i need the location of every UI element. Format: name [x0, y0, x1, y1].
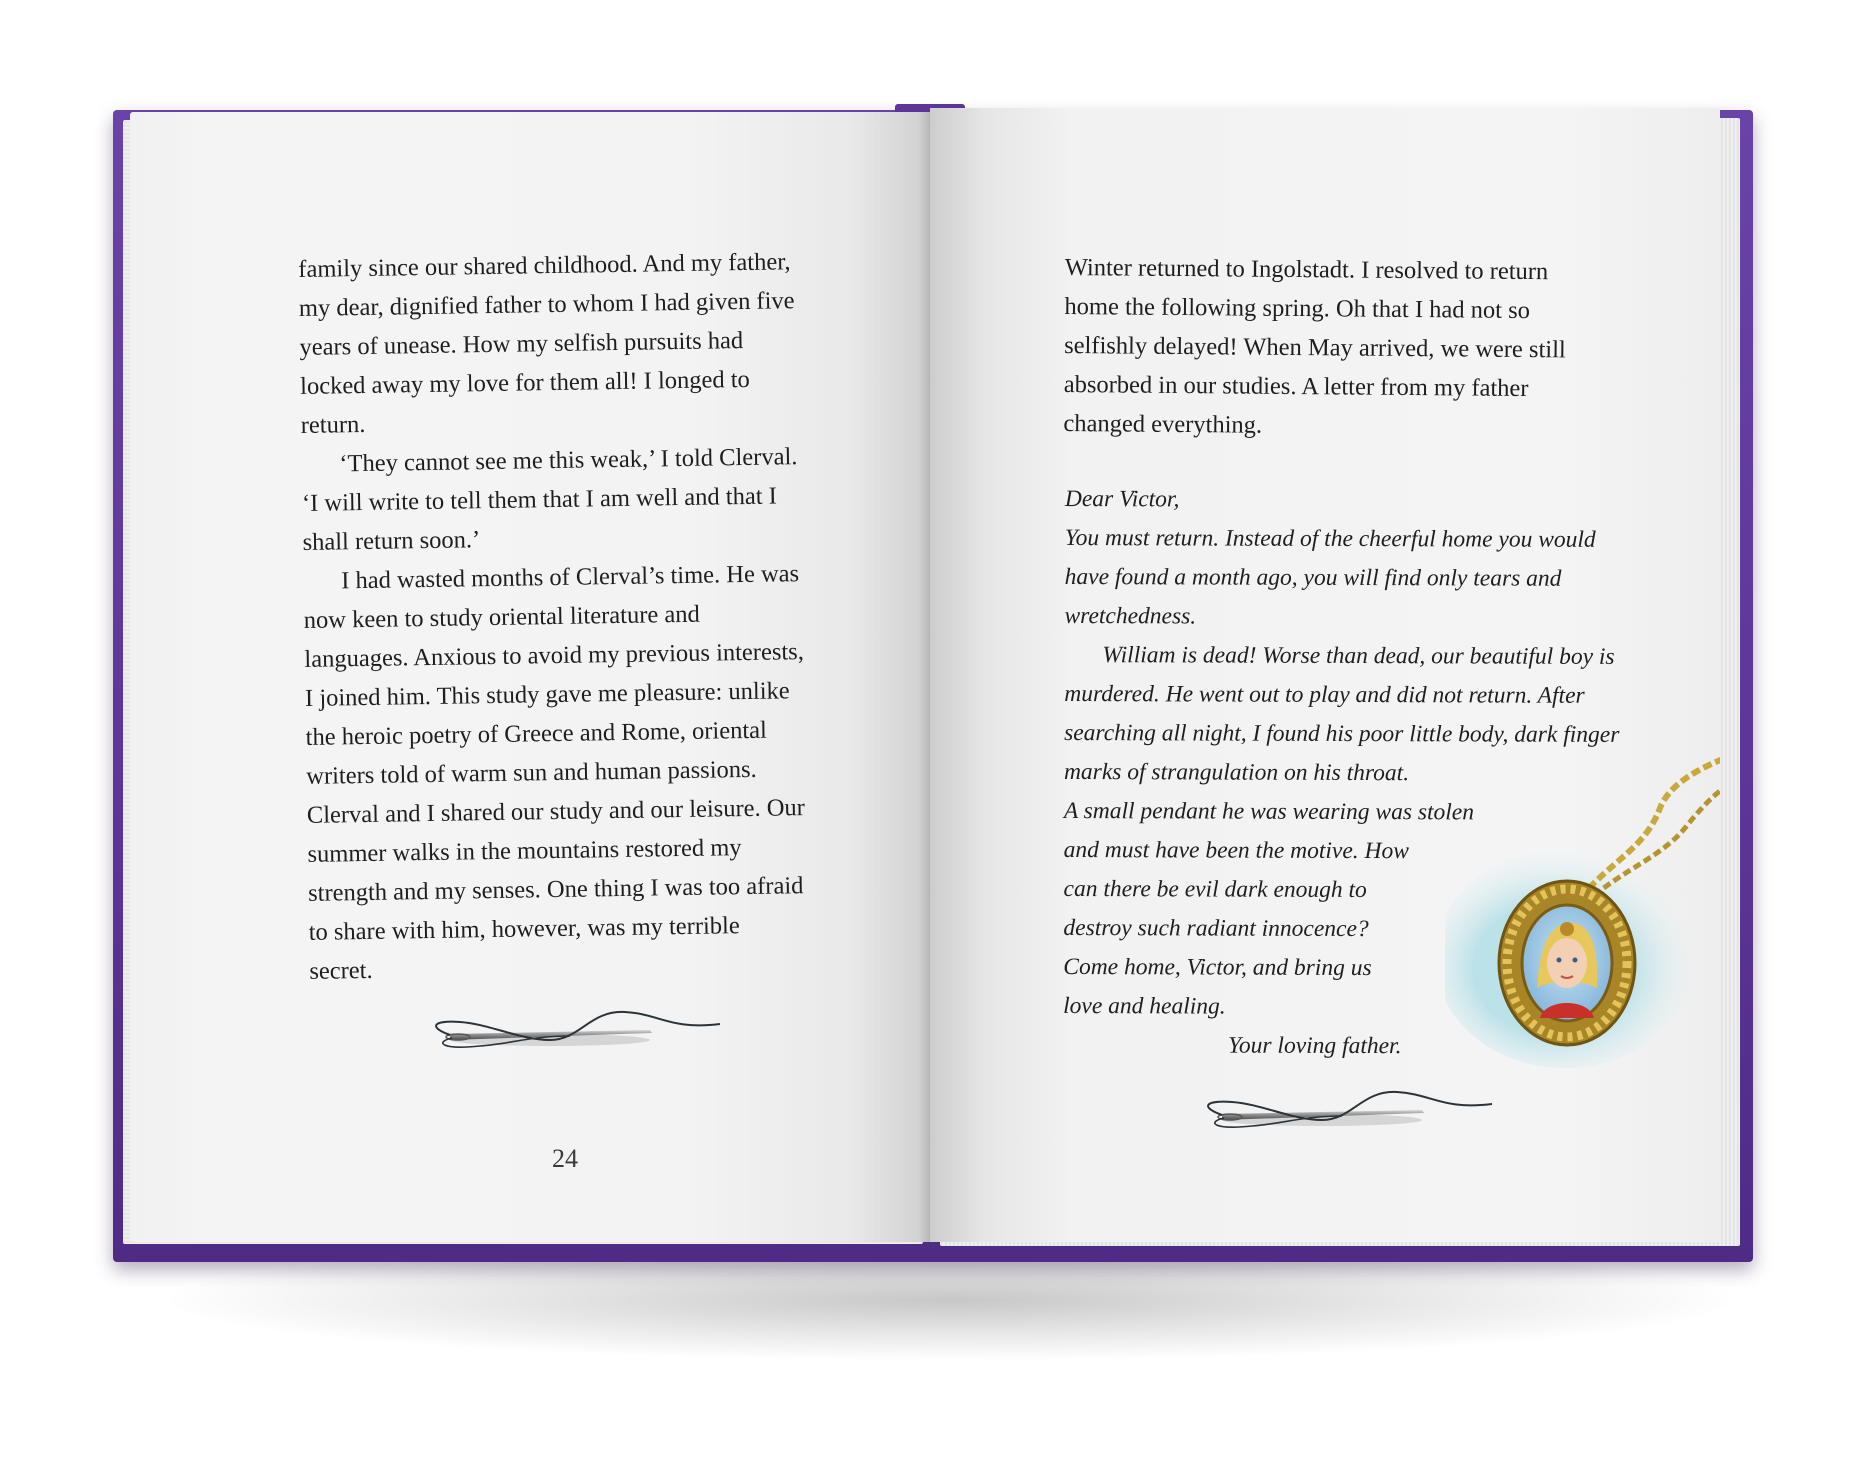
left-paragraph-2: ‘They cannot see me this weak,’ I told Clerval. ‘I will write to tell them that I am well and that I shall return soon.’ [301, 443, 798, 556]
needle-and-thread-icon [1192, 1080, 1492, 1140]
right-paragraph: Winter returned to Ingolstadt. I resolved to return home the following spring. Oh that I had not so selfishly delayed! When May arrived, we were still absorbed in our studies. A letter from my father changed everything. [1063, 253, 1566, 439]
right-page [930, 108, 1720, 1242]
left-paragraph-1: family since our shared childhood. And my father, my dear, dignified father to whom I had given five years of unease. How my selfish pursuits had locked away my love for them all! I longed to return. [298, 248, 795, 439]
page-number: 24 [552, 1144, 578, 1173]
left-page [130, 112, 930, 1242]
left-paragraph-3: I had wasted months of Clerval’s time. He was now keen to study oriental literature and languages. Anxious to avoid my previous interests, I joined him. This study gave me pleasure: unlike the heroic poetry of Greece and Rome, oriental writers told of warm sun and human passions. Clerval and I shared our study and our leisure. Our summer walks in the mountains restored my strength and my senses. One thing I was too afraid to share with him, however, was my terrible secret. [303, 560, 806, 985]
letter-signoff: Your loving father. [1227, 1032, 1402, 1060]
letter-line-come-home: Come home, Victor, and bring us [1063, 953, 1372, 982]
pendant-portrait-icon [1445, 748, 1720, 1068]
right-page-text [1063, 248, 1605, 448]
letter-line-motive: and must have been the motive. How [1063, 836, 1410, 865]
letter-salutation: Dear Victor, [1064, 485, 1180, 513]
letter-line-evil: can there be evil dark enough to [1063, 875, 1367, 904]
letter-paragraph-2: William is dead! Worse than dead, our beautiful boy is murdered. He went out to play and did not return. After searching all night, I found his poor little body, dark finger marks of strangulation on his throat. [1063, 642, 1620, 787]
letter-line-healing: love and healing. [1063, 992, 1226, 1020]
letter-line-stolen: A small pendant he was wearing was stolen [1063, 797, 1475, 826]
needle-and-thread-icon [420, 1000, 720, 1060]
letter-paragraph-1: You must return. Instead of the cheerful home you would have found a month ago, you will find only tears and wretchedness. [1064, 524, 1596, 630]
letter-line-innocence: destroy such radiant innocence? [1063, 914, 1369, 943]
left-page-text [298, 242, 810, 991]
